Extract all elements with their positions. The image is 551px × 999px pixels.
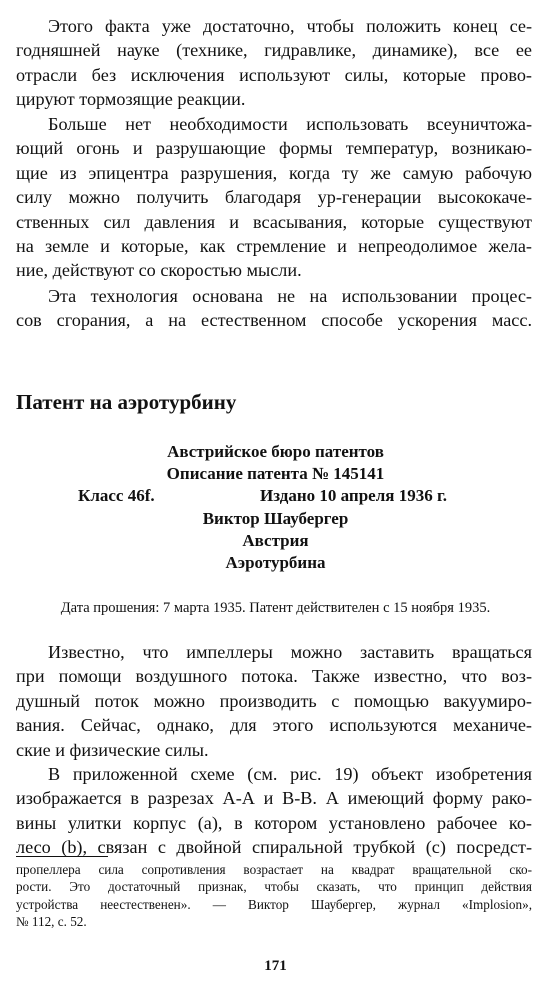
footnote-line: № 112, с. 52. [16, 914, 87, 930]
text-line: цируют тормозящие реакции. [16, 89, 246, 110]
section-title: Патент на аэротурбину [16, 390, 237, 414]
text-line: В приложенной схеме (см. рис. 19) объект изобретения [48, 764, 532, 784]
text-line: Эта технология основана не на использовании процес- [48, 286, 532, 306]
patent-class: Класс 46f. [78, 486, 155, 505]
paragraph-intro-2 [16, 112, 532, 283]
paragraph-intro-3 [16, 284, 532, 333]
footnote [16, 861, 532, 931]
text-line: душный поток можно производить с помощью вакуумиро- [16, 690, 532, 711]
text-line: годняшней науке (технике, гидравлике, динамике), все ее [16, 40, 532, 61]
text-line: сов сгорания, а на естественном способе ускорения масс. [16, 310, 532, 331]
text-line: ние, действуют со скоростью мысли. [16, 260, 302, 281]
text-line: вания. Сейчас, однако, для этого используются механиче- [16, 715, 532, 736]
page-number: 171 [264, 958, 287, 974]
application-dates: Дата прошения: 7 марта 1935. Патент действителен с 15 ноября 1935. [60, 600, 491, 616]
paragraph-body-1 [16, 640, 532, 762]
text-line: Известно, что импеллеры можно заставить вращаться [48, 642, 532, 662]
text-line: отрасли без исключения используют силы, которые прово- [16, 64, 532, 85]
patent-author: Виктор Шаубергер [202, 509, 349, 528]
footnote-line: пропеллера сила сопротивления возрастает на квадрат вращательной ско- [16, 862, 532, 877]
footnote-line: рости. Это достаточный признак, чтобы сказать, что принцип действия [16, 879, 532, 895]
text-line: вины улитки корпус (a), в котором установлено рабочее ко- [16, 812, 532, 833]
footnote-line: устройства неестественен». — Виктор Шаубергер, журнал «Implosion», [16, 896, 532, 912]
patent-country: Австрия [242, 531, 309, 550]
text-line: Этого факта уже достаточно, чтобы положить конец се- [48, 16, 532, 36]
patent-office: Австрийское бюро патентов [167, 442, 384, 461]
patent-description: Описание патента № 145141 [166, 464, 385, 483]
text-line: ские и физические силы. [16, 739, 209, 760]
text-line: изображается в разрезах А-А и В-В. А имеющий форму рако- [16, 788, 532, 809]
patent-issued-date: Издано 10 апреля 1936 г. [260, 486, 447, 505]
text-line: силу можно получить благодаря ур-генерации высококаче- [16, 187, 532, 208]
text-line: Больше нет необходимости использовать всеуничтожа- [48, 114, 532, 134]
text-line: при помощи воздушного потока. Также известно, что воз- [16, 666, 532, 687]
text-line: лесо (b), связан с двойной спиральной трубкой (c) посредст- [16, 837, 532, 858]
footnote-divider [16, 856, 108, 857]
paragraph-intro-1 [16, 14, 532, 112]
text-line: щие из эпицентра разрушения, когда ту же самую рабочую [16, 162, 532, 183]
paragraph-body-2 [16, 762, 532, 860]
text-line: на земле и которые, как стремление и непреодолимое жела- [16, 236, 532, 257]
text-line: ственных сил давления и всасывания, которые существуют [16, 211, 532, 232]
text-line: ющий огонь и разрушающие формы температур, возникаю- [16, 138, 532, 159]
patent-invention: Аэротурбина [225, 553, 326, 572]
